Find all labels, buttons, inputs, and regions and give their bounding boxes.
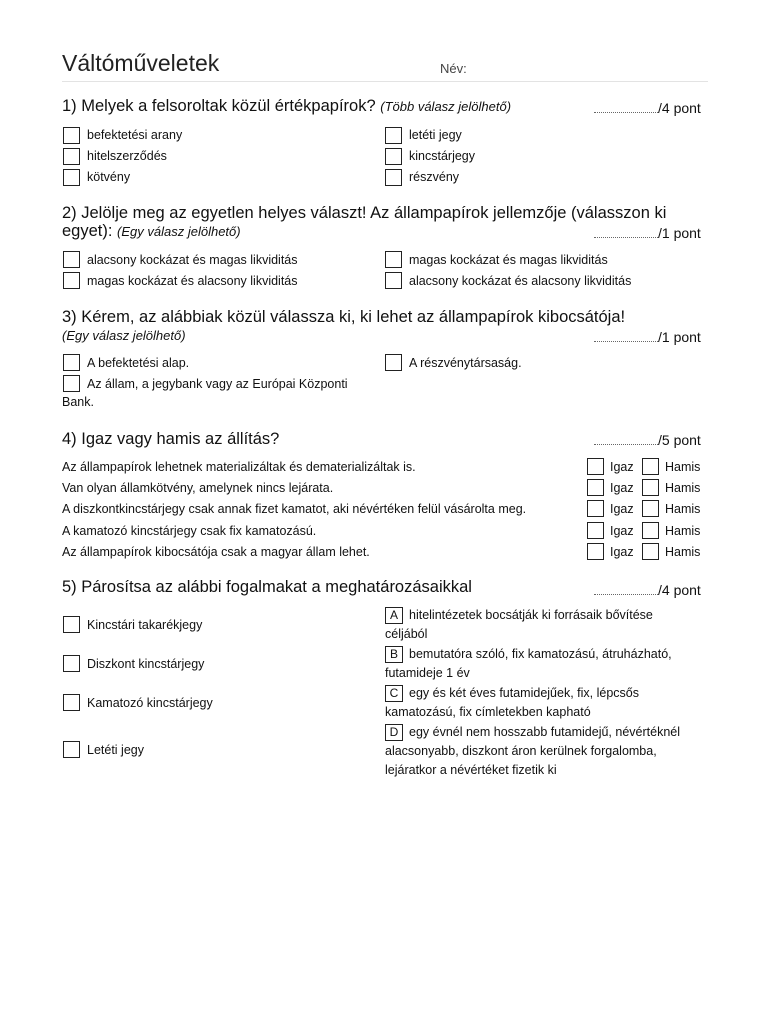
q5-points-label: /4 pont [658,582,701,598]
q4-statement: Az állampapírok kibocsátója csak a magyar állam lehet. [62,545,370,559]
name-label: Név: [440,61,467,76]
q4-true-checkbox-4[interactable] [587,543,604,560]
q4-false-checkbox-3[interactable] [642,522,659,539]
q1-score-blank[interactable] [594,100,658,113]
q5-term-box-1[interactable] [63,655,80,672]
q3-note: (Egy válasz jelölhető) [62,328,186,343]
q5-def-letter: A [385,607,403,624]
q2-option-label: magas kockázat és alacsony likviditás [87,274,298,288]
q4-title: 4) Igaz vagy hamis az állítás? [62,430,280,448]
q5-def-line: egy és két éves futamidejűek, fix, lépcsős [409,686,639,700]
q3-checkbox-2[interactable] [63,375,80,392]
q5-def-line: bemutatóra szóló, fix kamatozású, átruházható, [409,647,672,661]
q1-option-label: részvény [409,170,460,184]
q1-points [594,100,701,116]
q2-title-line2 [62,222,241,241]
q4-statement: A diszkontkincstárjegy csak annak fizet kamatot, aki névértéken felül vásárolta meg. [62,502,527,516]
q5-term-label: Letéti jegy [87,743,144,757]
q3-points-label: /1 pont [658,329,701,345]
q1-option-label: letéti jegy [409,128,462,142]
q1-checkbox-3[interactable] [385,148,402,165]
q5-term-box-0[interactable] [63,616,80,633]
q2-checkbox-1[interactable] [385,251,402,268]
q1-title-line [62,97,511,116]
q4-false-checkbox-4[interactable] [642,543,659,560]
q5-points [594,582,701,598]
q2-option-label: alacsony kockázat és alacsony likviditás [409,274,632,288]
q5-def-letter: C [385,685,403,702]
q4-false-checkbox-0[interactable] [642,458,659,475]
q5-title: 5) Párosítsa az alábbi fogalmakat a meghatározásaikkal [62,578,472,596]
q4-statement: A kamatozó kincstárjegy csak fix kamatozású. [62,524,317,538]
q3-option-label-cont: Bank. [62,395,94,409]
q1-checkbox-0[interactable] [63,127,80,144]
q4-true-label: Igaz [610,524,634,538]
q3-title: 3) Kérem, az alábbiak közül válassza ki, ki lehet az állampapírok kibocsátója! [62,308,626,326]
q4-false-label: Hamis [665,460,701,474]
q5-def-line: lejáratkor a névértéket fizetik ki [385,763,557,777]
q2-checkbox-0[interactable] [63,251,80,268]
header-divider [62,81,708,82]
q5-term-box-3[interactable] [63,741,80,758]
q5-def-line: céljából [385,627,428,641]
q1-option-label: befektetési arany [87,128,183,142]
q1-points-label: /4 pont [658,100,701,116]
q2-checkbox-2[interactable] [63,272,80,289]
q4-true-checkbox-2[interactable] [587,500,604,517]
q4-true-label: Igaz [610,545,634,559]
q3-checkbox-1[interactable] [385,354,402,371]
q4-true-label: Igaz [610,502,634,516]
q5-term-label: Kamatozó kincstárjegy [87,696,213,710]
q2-checkbox-3[interactable] [385,272,402,289]
q3-option-label: Az állam, a jegybank vagy az Európai Központi [87,377,348,391]
q4-false-label: Hamis [665,524,701,538]
q4-false-label: Hamis [665,502,701,516]
q1-checkbox-1[interactable] [385,127,402,144]
q1-title: 1) Melyek a felsoroltak közül értékpapírok? [62,97,376,115]
q5-def-line: alacsonyabb, diszkont áron kerülnek forgalomba, [385,744,657,758]
q5-def-letter: D [385,724,403,741]
q4-true-checkbox-0[interactable] [587,458,604,475]
q4-points-label: /5 pont [658,432,701,448]
q1-note: (Több válasz jelölhető) [380,99,512,114]
q3-checkbox-0[interactable] [63,354,80,371]
q1-checkbox-5[interactable] [385,169,402,186]
q3-option-label: A részvénytársaság. [409,356,522,370]
q4-true-label: Igaz [610,460,634,474]
q5-def-line: futamideje 1 év [385,666,470,680]
q1-option-label: kincstárjegy [409,149,475,163]
q5-term-label: Diszkont kincstárjegy [87,657,205,671]
q2-title-cont: egyet): [62,222,113,240]
q1-option-label: hitelszerződés [87,149,167,163]
q1-checkbox-2[interactable] [63,148,80,165]
q4-true-label: Igaz [610,481,634,495]
q5-def-line: kamatozású, fix címletekben kapható [385,705,591,719]
q5-def-line: hitelintézetek bocsátják ki forrásaik bővítése [409,608,653,622]
q4-true-checkbox-1[interactable] [587,479,604,496]
q3-score-blank[interactable] [594,329,658,342]
q4-false-label: Hamis [665,481,701,495]
q4-false-checkbox-1[interactable] [642,479,659,496]
q2-points-label: /1 pont [658,225,701,241]
q3-option-label: A befektetési alap. [87,356,190,370]
q2-note: (Egy válasz jelölhető) [117,224,241,239]
q2-title-line1: 2) Jelölje meg az egyetlen helyes választ! Az állampapírok jellemzője (válasszon ki [62,204,667,222]
q5-score-blank[interactable] [594,582,658,595]
q4-false-checkbox-2[interactable] [642,500,659,517]
q1-option-label: kötvény [87,170,131,184]
q2-option-label: magas kockázat és magas likviditás [409,253,608,267]
q1-checkbox-4[interactable] [63,169,80,186]
q3-points [594,329,701,345]
q2-option-label: alacsony kockázat és magas likviditás [87,253,298,267]
q4-true-checkbox-3[interactable] [587,522,604,539]
q5-def-letter: B [385,646,403,663]
q5-def-line: egy évnél nem hosszabb futamidejű, névértéknél [409,725,680,739]
q4-statement: Az állampapírok lehetnek materializáltak és dematerializáltak is. [62,460,416,474]
q4-false-label: Hamis [665,545,701,559]
q4-score-blank[interactable] [594,432,658,445]
page-title: Váltóműveletek [62,50,220,76]
q5-term-box-2[interactable] [63,694,80,711]
q4-points [594,432,701,448]
q4-statement: Van olyan államkötvény, amelynek nincs lejárata. [62,481,334,495]
q2-points [594,225,701,241]
q5-term-label: Kincstári takarékjegy [87,618,203,632]
q2-score-blank[interactable] [594,225,658,238]
